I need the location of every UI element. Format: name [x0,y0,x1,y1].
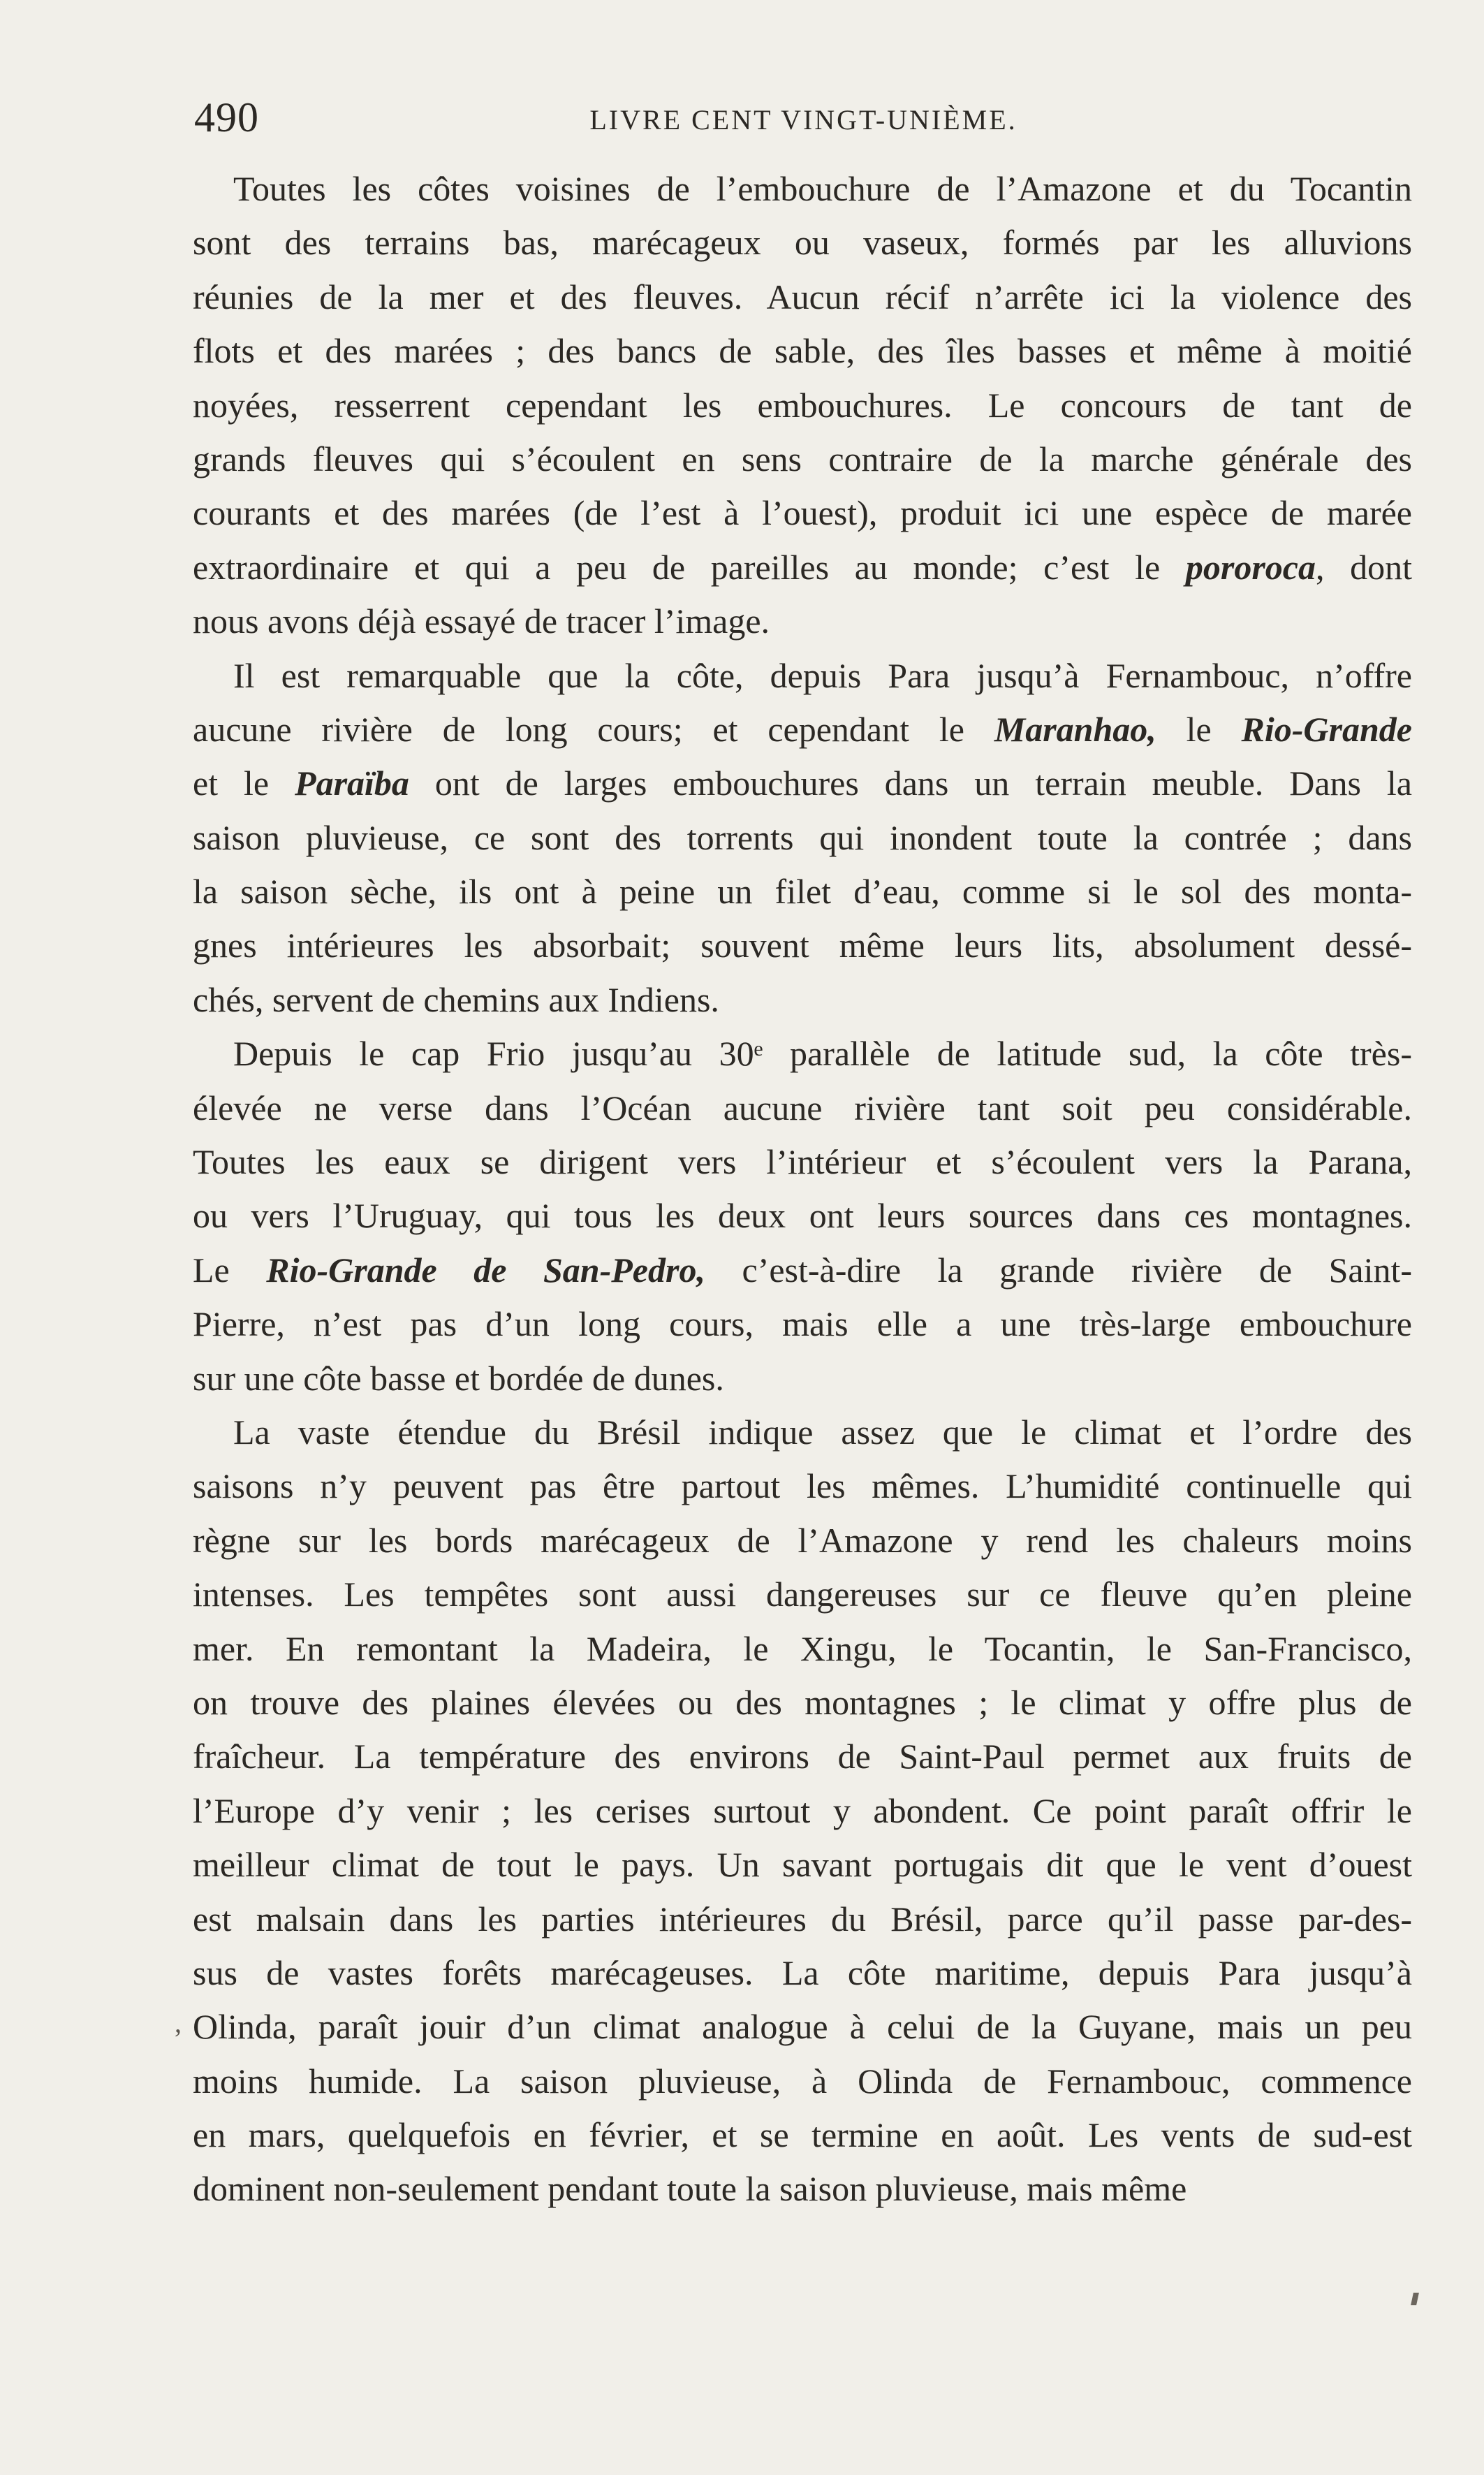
text-line [193,1838,1412,1892]
line-text: flots et des marées ; des bancs de sable, des îles basses et même à moitié [193,331,1412,371]
line-text: Pierre, n’est pas d’un long cours, mais elle a une très-large embouchure [193,1304,1412,1344]
text-line [193,594,1412,648]
text-line [193,379,1412,432]
line-text: , dont [1315,547,1412,587]
line-text: La vaste étendue du Brésil indique assez que le climat et l’ordre des [233,1412,1412,1452]
line-text: en mars, quelquefois en février, et se termine en août. Les vents de sud-est [193,2115,1412,2155]
line-text: nous avons déjà essayé de tracer l’image. [193,601,770,641]
running-title: LIVRE CENT VINGT-UNIÈME. [589,104,1018,136]
text-line [193,1135,1412,1189]
text-line [193,2054,1412,2108]
line-text: Olinda, paraît jouir d’un climat analogue à celui de la Guyane, mais un peu [193,2007,1412,2047]
line-text: l’Europe d’y venir ; les cerises surtout y abondent. Ce point paraît offrir le [193,1790,1412,1830]
text-line [193,865,1412,919]
line-text: intenses. Les tempêtes sont aussi dangereuses sur ce fleuve qu’en pleine [193,1575,1412,1614]
text-line [193,1622,1412,1676]
text-line [193,1081,1412,1135]
text-line [193,2000,1412,2054]
line-text: la saison sèche, ils ont à peine un filet d’eau, comme si le sol des monta- [193,872,1412,912]
line-text: saisons n’y peuvent pas être partout les mêmes. L’humidité continuelle qui [193,1466,1412,1506]
line-text: élevée ne verse dans l’Océan aucune rivière tant soit peu considérable. [193,1088,1412,1127]
text-line [193,2162,1412,2216]
line-text: moins humide. La saison pluvieuse, à Olinda de Fernambouc, commence [193,2061,1412,2101]
paragraph [193,649,1412,1028]
text-line [193,1568,1412,1621]
text-line [193,432,1412,486]
page-number: 490 [194,94,259,140]
text-line [193,1784,1412,1838]
text-line [193,1514,1412,1568]
text-line [193,486,1412,540]
text-line [193,324,1412,378]
text-line [193,1892,1412,1946]
line-text: on trouve des plaines élevées ou des montagnes ; le climat y offre plus de [193,1682,1412,1722]
text-line [193,973,1412,1027]
text-line [193,1946,1412,2000]
line-text: sur une côte basse et bordée de dunes. [193,1358,724,1398]
line-text: saison pluvieuse, ce sont des torrents qui inondent toute la contrée ; dans [193,817,1412,857]
page-header [194,89,1413,138]
text-line [193,919,1412,972]
line-text: règne sur les bords marécageux de l’Amazone y rend les chaleurs moins [193,1520,1412,1560]
line-text: Le [193,1250,267,1290]
text-line [193,703,1412,757]
text-line [193,1027,1412,1081]
line-text: ont de larges embouchures dans un terrain meuble. Dans la [409,764,1412,803]
text-line [193,1243,1412,1297]
text-line [193,162,1412,216]
line-text: c’est-à-dire la grande rivière de Saint- [705,1250,1413,1290]
text-line [193,2108,1412,2162]
line-text: Toutes les eaux se dirigent vers l’intérieur et s’écoulent vers la Parana, [193,1142,1412,1182]
line-text: réunies de la mer et des fleuves. Aucun récif n’arrête ici la violence des [193,277,1412,316]
line-text: aucune rivière de long cours; et cependant le [193,709,994,749]
line-text: courants et des marées (de l’est à l’ouest), produit ici une espèce de marée [193,493,1412,533]
text-line [193,1730,1412,1783]
line-text: et le [193,764,295,803]
italic-term: Maranhao, [994,709,1156,749]
text-line [193,1406,1412,1459]
italic-term: Rio-Grande [1241,709,1412,749]
line-text: Il est remarquable que la côte, depuis Para jusqu’à Fernambouc, n’offre [233,655,1412,695]
text-line [193,216,1412,270]
italic-term: pororoca [1185,547,1316,587]
line-text: ou vers l’Uruguay, qui tous les deux ont leurs sources dans ces montagnes. [193,1196,1412,1236]
line-text: sont des terrains bas, marécageux ou vaseux, formés par les alluvions [193,223,1412,263]
text-line [193,649,1412,703]
text-line [193,757,1412,810]
margin-tick-mark: ʼ [173,2023,183,2054]
paragraph [193,1027,1412,1406]
line-text: fraîcheur. La température des environs de Saint-Paul permet aux fruits de [193,1737,1412,1776]
line-text: extraordinaire et qui a peu de pareilles au monde; c’est le [193,547,1186,587]
body-text [193,162,1412,2217]
ink-speck [1411,2293,1419,2305]
italic-term: Rio-Grande de San-Pedro, [266,1250,705,1290]
line-text: est malsain dans les parties intérieures du Brésil, parce qu’il passe par-des- [193,1899,1412,1939]
text-line [193,1352,1412,1406]
paragraph [193,162,1412,649]
line-text: gnes intérieures les absorbait; souvent même leurs lits, absolument dessé- [193,926,1412,965]
text-line [193,1459,1412,1513]
text-line [193,1676,1412,1730]
italic-term: Paraïba [295,764,409,803]
line-text: chés, servent de chemins aux Indiens. [193,979,719,1019]
line-text: grands fleuves qui s’écoulent en sens contraire de la marche générale des [193,439,1412,479]
line-text: noyées, resserrent cependant les embouchures. Le concours de tant de [193,385,1412,425]
text-line [193,1189,1412,1243]
line-text: Toutes les côtes voisines de l’embouchure de l’Amazone et du Tocantin [233,169,1412,208]
line-text: sus de vastes forêts marécageuses. La côte maritime, depuis Para jusqu’à [193,1952,1412,1992]
line-text: meilleur climat de tout le pays. Un savant portugais dit que le vent d’ouest [193,1845,1412,1885]
line-text: mer. En remontant la Madeira, le Xingu, le Tocantin, le San-Francisco, [193,1628,1412,1668]
text-line [193,811,1412,865]
paragraph [193,1406,1412,2217]
text-line [193,1297,1412,1351]
line-text: Depuis le cap Frio jusqu’au 30ᵉ parallèle de latitude sud, la côte très- [233,1034,1412,1074]
line-text: le [1156,709,1242,749]
text-line [193,270,1412,324]
text-line [193,541,1412,594]
line-text: dominent non-seulement pendant toute la saison pluvieuse, mais même [193,2169,1187,2209]
